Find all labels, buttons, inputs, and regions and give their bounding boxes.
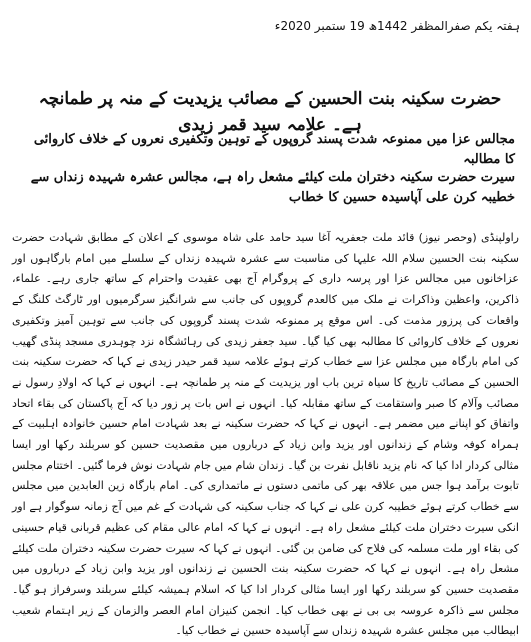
subheadline-1: مجالس عزا میں ممنوعہ شدت پسند گروپوں کے توہین وتکفیری نعروں کے خلاف کاروائی کا مطالبہ: [33, 132, 515, 167]
article-body: راولپنڈی (وحصر نیوز) قائد ملت جعفریہ آغا سید حامد علی شاہ موسوی کے اعلان کے مطابق شہادت حضرت سکینہ بنت الحسین سلام اللہ علیہا کی مناسبت سے عشرہ شہیدہ زنداں کے سلسلے میں امام بارگاہوں اور عزاخانوں میں مجالس عزا اور پرسہ داری کے پروگرام آج بھی عقیدت واحترام کے ساتھ جاری رہے۔ علماء، ذاکرین، واعظین وذاکرات نے ملک میں کالعدم گروپوں کی جانب سے شرانگیز سرگرمیوں اور ٹارگٹ کلنگ کے واقعات کی پرزور مذمت کی۔ اس موقع پر ممنوعہ شدت پسند گروپوں کی جانب سے توہین آمیز وتکفیری نعروں کے خلاف کاروائی کا مطالبہ بھی کیا گیا۔ سید جعفر زیدی کی رہائشگاہ نزد چوہدری مسجد پنڈی گھیب کی امام بارگاہ میں مجلس عزا سے خطاب کرتے ہوئے علامہ سید قمر حیدر زیدی نے کہا کہ حضرت سکینہ بنت الحسین کے مصائب تاریخ کا سیاہ ترین باب اور یزیدیت کے منہ پر طمانچہ ہے۔ انہوں نے کہا کہ اولادِ رسول نے مصائب وآلام کا صبر واستقامت کے ساتھ مقابلہ کیا۔ انہوں نے اس بات پر زور دیا کہ آج پاکستان کی بقاء اتحاد واتفاق کو اپنانے میں مضمر ہے۔ انہوں نے کہا کہ حضرت سکینہ نے بعد شہادت امام حسین خانوادہ اہلبیت کے ہمراہ کوفہ وشام کے زندانوں اور یزید وابن زیاد کے درباروں میں مقصدیت حسین کو سربلند رکھا اور ایسا مثالی کردار ادا کیا کہ نام یزید ناقابل نفرت بن گیا۔ زندان شام میں جام شہادت نوش فرما گئیں۔ اختتام مجلس تابوت برآمد ہوا جس میں علاقہ بھر کی ماتمی دستوں نے ماتمداری کی۔ امام بارگاہ زین العابدین میں مجلس سے خطاب کرتے ہوئے خطیبہ کرن علی نے کہا کہ جناب سکینہ کی شہادت کے غم میں آج زمانہ سوگوار ہے اور انکی سیرت دختران ملت کیلئے مشعل راہ ہے۔ انہوں نے کہا کہ امام عالی مقام کی عظیم قربانی قیام حسینی کی بقاء اور ملت مسلمہ کی فلاح کی ضامن بن گئی۔ انہوں نے کہا کہ سیرت حضرت سکینہ دختران ملت کیلئے مشعل راہ ہے۔ انہوں نے کہا کہ حضرت سکینہ بنت الحسین نے زندانوں اور یزید وابن زیاد کے درباروں میں مقصدیت حسین کو سربلند رکھا اور ایسا مثالی کردار ادا کیا کہ اسلام ہمیشہ کیلئے سربلند وسرفراز ہو گیا۔ مجلس سے ذاکرہ عروسہ بی بی نے بھی خطاب کیا۔ انجمن کنیزان امام العصر والزمان کے زیر اہتمام شعیب ابیطالب میں مجلس عشرہ شہیدہ زنداں سے آپاسیدہ حسین نے خطاب کیا۔: [12, 231, 519, 638]
headline: حضرت سکینہ بنت الحسین کے مصائب یزیدیت کے منہ پر طمانچہ ہے۔ علامہ سید قمر زیدی: [38, 89, 502, 135]
dateline: ہفتہ یکم صفرالمظفر 1442ھ 19 ستمبر 2020ء: [274, 19, 520, 33]
subheadline-2: سیرت حضرت سکینہ دختران ملت کیلئے مشعل راہ ہے، مجالس عشرہ شہیدہ زنداں سے خطیبہ کرن علی آپاسیدہ حسین کا خطاب: [30, 170, 515, 205]
